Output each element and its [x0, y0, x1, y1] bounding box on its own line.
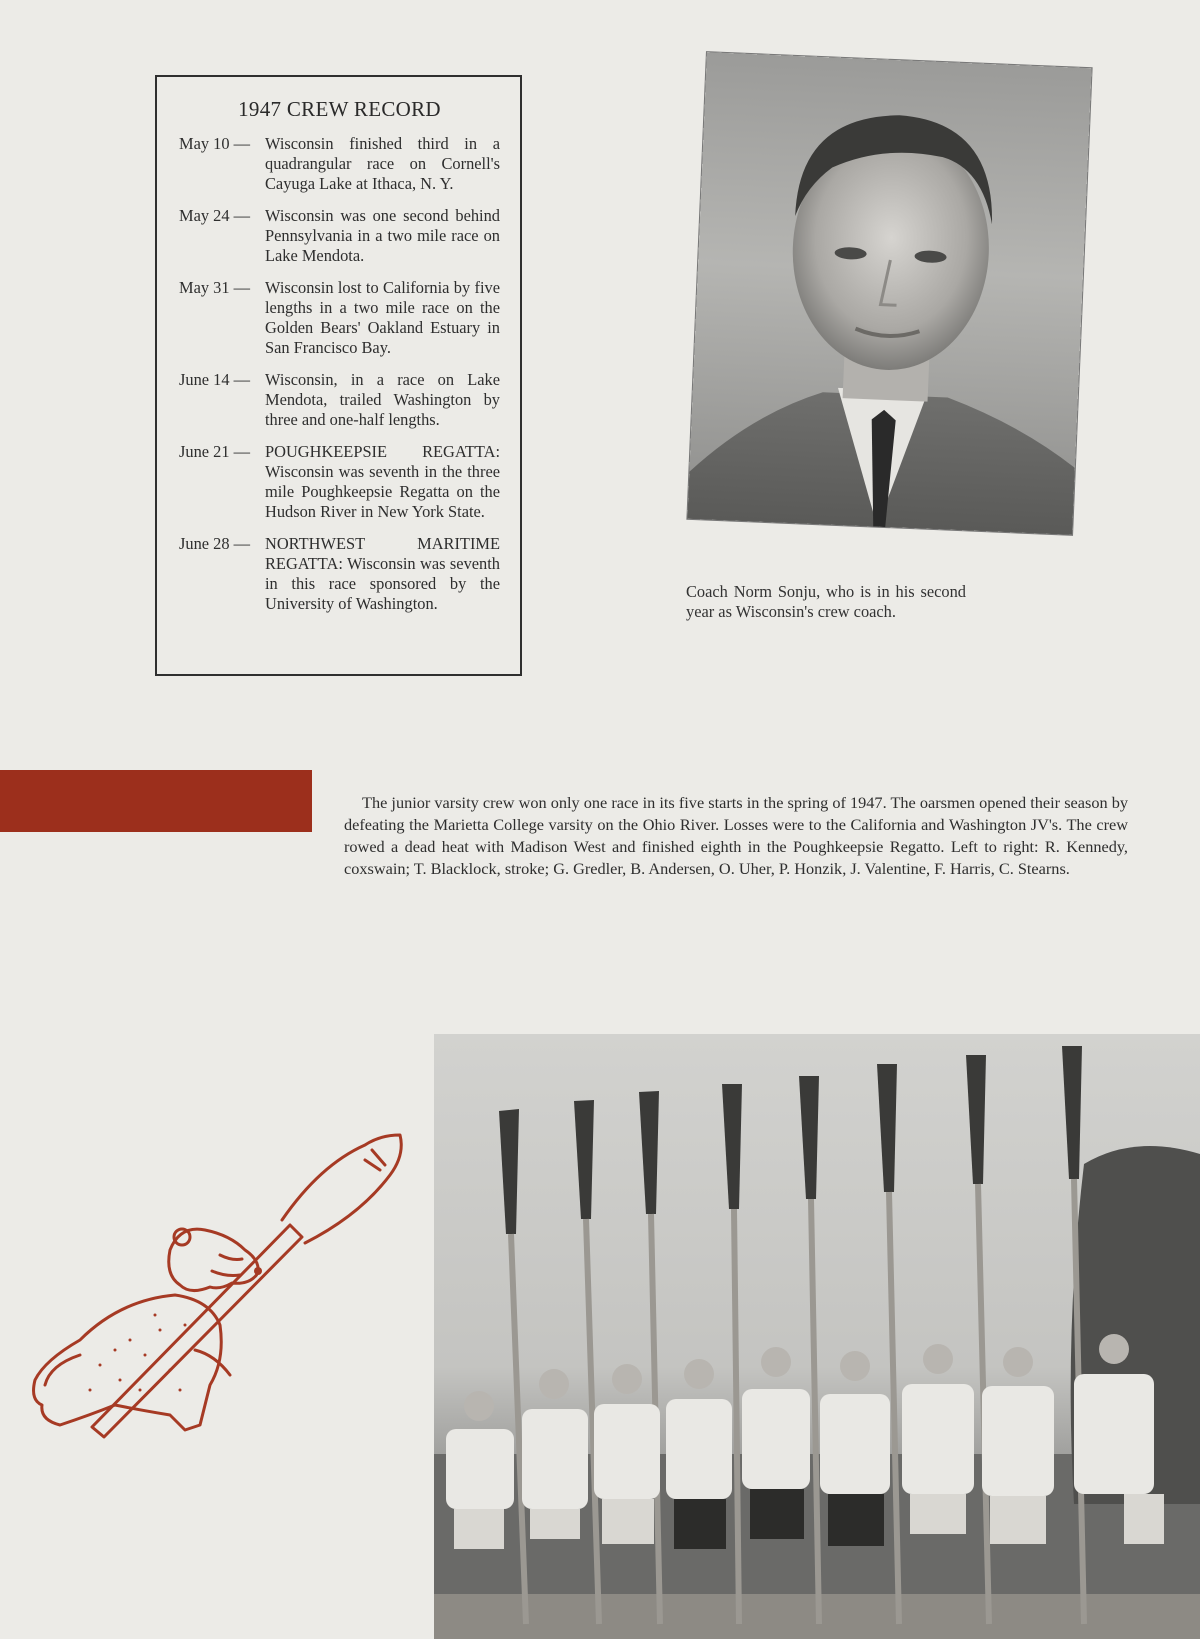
record-entry-date: May 24 — [179, 206, 251, 225]
record-entry-text: Wisconsin, in a race on Lake Mendota, trailed Washington by three and one-half lengths. [265, 370, 500, 429]
record-entry-date: June 21 — [179, 442, 251, 461]
junior-varsity-description: The junior varsity crew won only one race in its five starts in the spring of 1947. The oarsmen opened their season by defeating the Marietta College varsity on the Ohio River. Losses were to the California and Washington JV's. The crew rowed a dead heat with Madison West and finished eighth in the Poughkeepsie Regatto. Left to right: R. Kennedy, coxswain; T. Blacklock, stroke; G. Gredler, B. Andersen, O. Uher, P. Honzik, J. Valentine, F. Harris, C. Stearns. [344, 793, 1128, 878]
jv-crew-team-photo [434, 1034, 1200, 1639]
crew-record-title: 1947 CREW RECORD [238, 97, 441, 121]
record-entry [179, 534, 500, 614]
badger-rowing-mascot-illustration [20, 1125, 420, 1445]
record-entry-text: Wisconsin was one second behind Pennsylvania in a two mile race on Lake Mendota. [265, 206, 500, 265]
record-entry-text: Wisconsin lost to California by five lengths in a two mile race on the Golden Bears' Oakland Estuary in San Francisco Bay. [265, 278, 500, 357]
record-entry-date: June 28 — [179, 534, 251, 553]
record-entry-date: May 10 — [179, 134, 251, 153]
record-entry [179, 278, 500, 358]
coach-portrait-photo [687, 52, 1091, 535]
record-entry [179, 370, 500, 430]
record-entry-text: NORTHWEST MARITIME REGATTA: Wisconsin was seventh in this race sponsored by the University of Washington. [265, 534, 500, 613]
record-entry [179, 442, 500, 522]
record-entry [179, 206, 500, 266]
crew-record-entries [179, 134, 500, 614]
record-entry-text: POUGHKEEPSIE REGATTA: Wisconsin was seventh in the three mile Poughkeepsie Regatta on the Hudson River in New York State. [265, 442, 500, 521]
record-entry [179, 134, 500, 194]
red-accent-bar [0, 770, 312, 832]
record-entry-text: Wisconsin finished third in a quadrangular race on Cornell's Cayuga Lake at Ithaca, N. Y. [265, 134, 500, 193]
record-entry-date: June 14 — [179, 370, 251, 389]
record-entry-date: May 31 — [179, 278, 251, 297]
crew-record-box [155, 75, 522, 676]
coach-caption: Coach Norm Sonju, who is in his second year as Wisconsin's crew coach. [686, 582, 966, 621]
